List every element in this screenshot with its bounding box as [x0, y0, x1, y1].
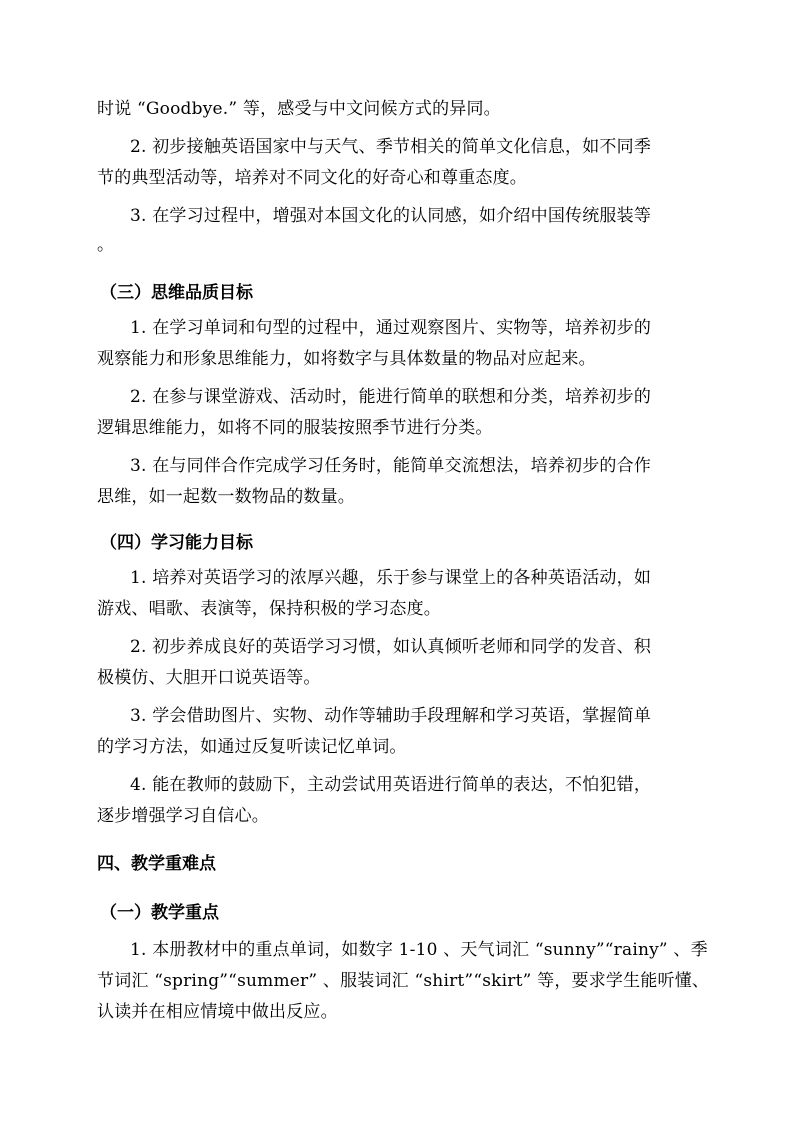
section-heading: （四）学习能力目标: [100, 533, 253, 553]
paragraph-line: 极模仿、大胆开口说英语等。: [97, 668, 321, 688]
paragraph-line: 3. 在与同伴合作完成学习任务时，能简单交流想法，培养初步的合作: [130, 456, 652, 476]
paragraph-line: 的学习方法，如通过反复听读记忆单词。: [97, 737, 407, 757]
paragraph-line: 2. 在参与课堂游戏、活动时，能进行简单的联想和分类，培养初步的: [130, 387, 652, 407]
paragraph-line: 4. 能在教师的鼓励下，主动尝试用英语进行简单的表达，不怕犯错，: [130, 775, 652, 795]
paragraph-line: 3. 学会借助图片、实物、动作等辅助手段理解和学习英语，掌握简单: [130, 706, 652, 726]
paragraph-line: 时说 “Goodbye.” 等，感受与中文问候方式的异同。: [97, 99, 501, 119]
paragraph-line: 观察能力和形象思维能力，如将数字与具体数量的物品对应起来。: [97, 349, 596, 369]
chapter-heading: 四、教学重难点: [97, 854, 216, 874]
paragraph-line: 2. 初步养成良好的英语学习习惯，如认真倾听老师和同学的发音、积: [130, 637, 652, 657]
paragraph-line: 思维，如一起数一数物品的数量。: [97, 487, 355, 507]
section-heading: （三）思维品质目标: [100, 283, 253, 303]
paragraph-line: 2. 初步接触英语国家中与天气、季节相关的简单文化信息，如不同季: [130, 137, 652, 157]
paragraph-line: 节的典型活动等，培养对不同文化的好奇心和尊重态度。: [97, 168, 527, 188]
paragraph-line: 逻辑思维能力，如将不同的服装按照季节进行分类。: [97, 418, 493, 438]
paragraph-line: 。: [97, 235, 115, 255]
paragraph-line: 游戏、唱歌、表演等，保持积极的学习态度。: [97, 599, 441, 619]
paragraph-line: 节词汇 “spring”“summer” 、服装词汇 “shirt”“skirt” 等，要求学生能听懂、: [97, 971, 710, 991]
paragraph-line: 1. 本册教材中的重点单词，如数字 1-10 、天气词汇 “sunny”“rainy” 、季: [130, 940, 708, 960]
section-heading: （一）教学重点: [100, 903, 219, 923]
paragraph-line: 1. 在学习单词和句型的过程中，通过观察图片、实物等，培养初步的: [130, 318, 652, 338]
paragraph-line: 认读并在相应情境中做出反应。: [97, 1002, 338, 1022]
paragraph-line: 1. 培养对英语学习的浓厚兴趣，乐于参与课堂上的各种英语活动，如: [130, 568, 652, 588]
paragraph-line: 逐步增强学习自信心。: [97, 806, 269, 826]
paragraph-line: 3. 在学习过程中，增强对本国文化的认同感，如介绍中国传统服装等: [130, 206, 652, 226]
